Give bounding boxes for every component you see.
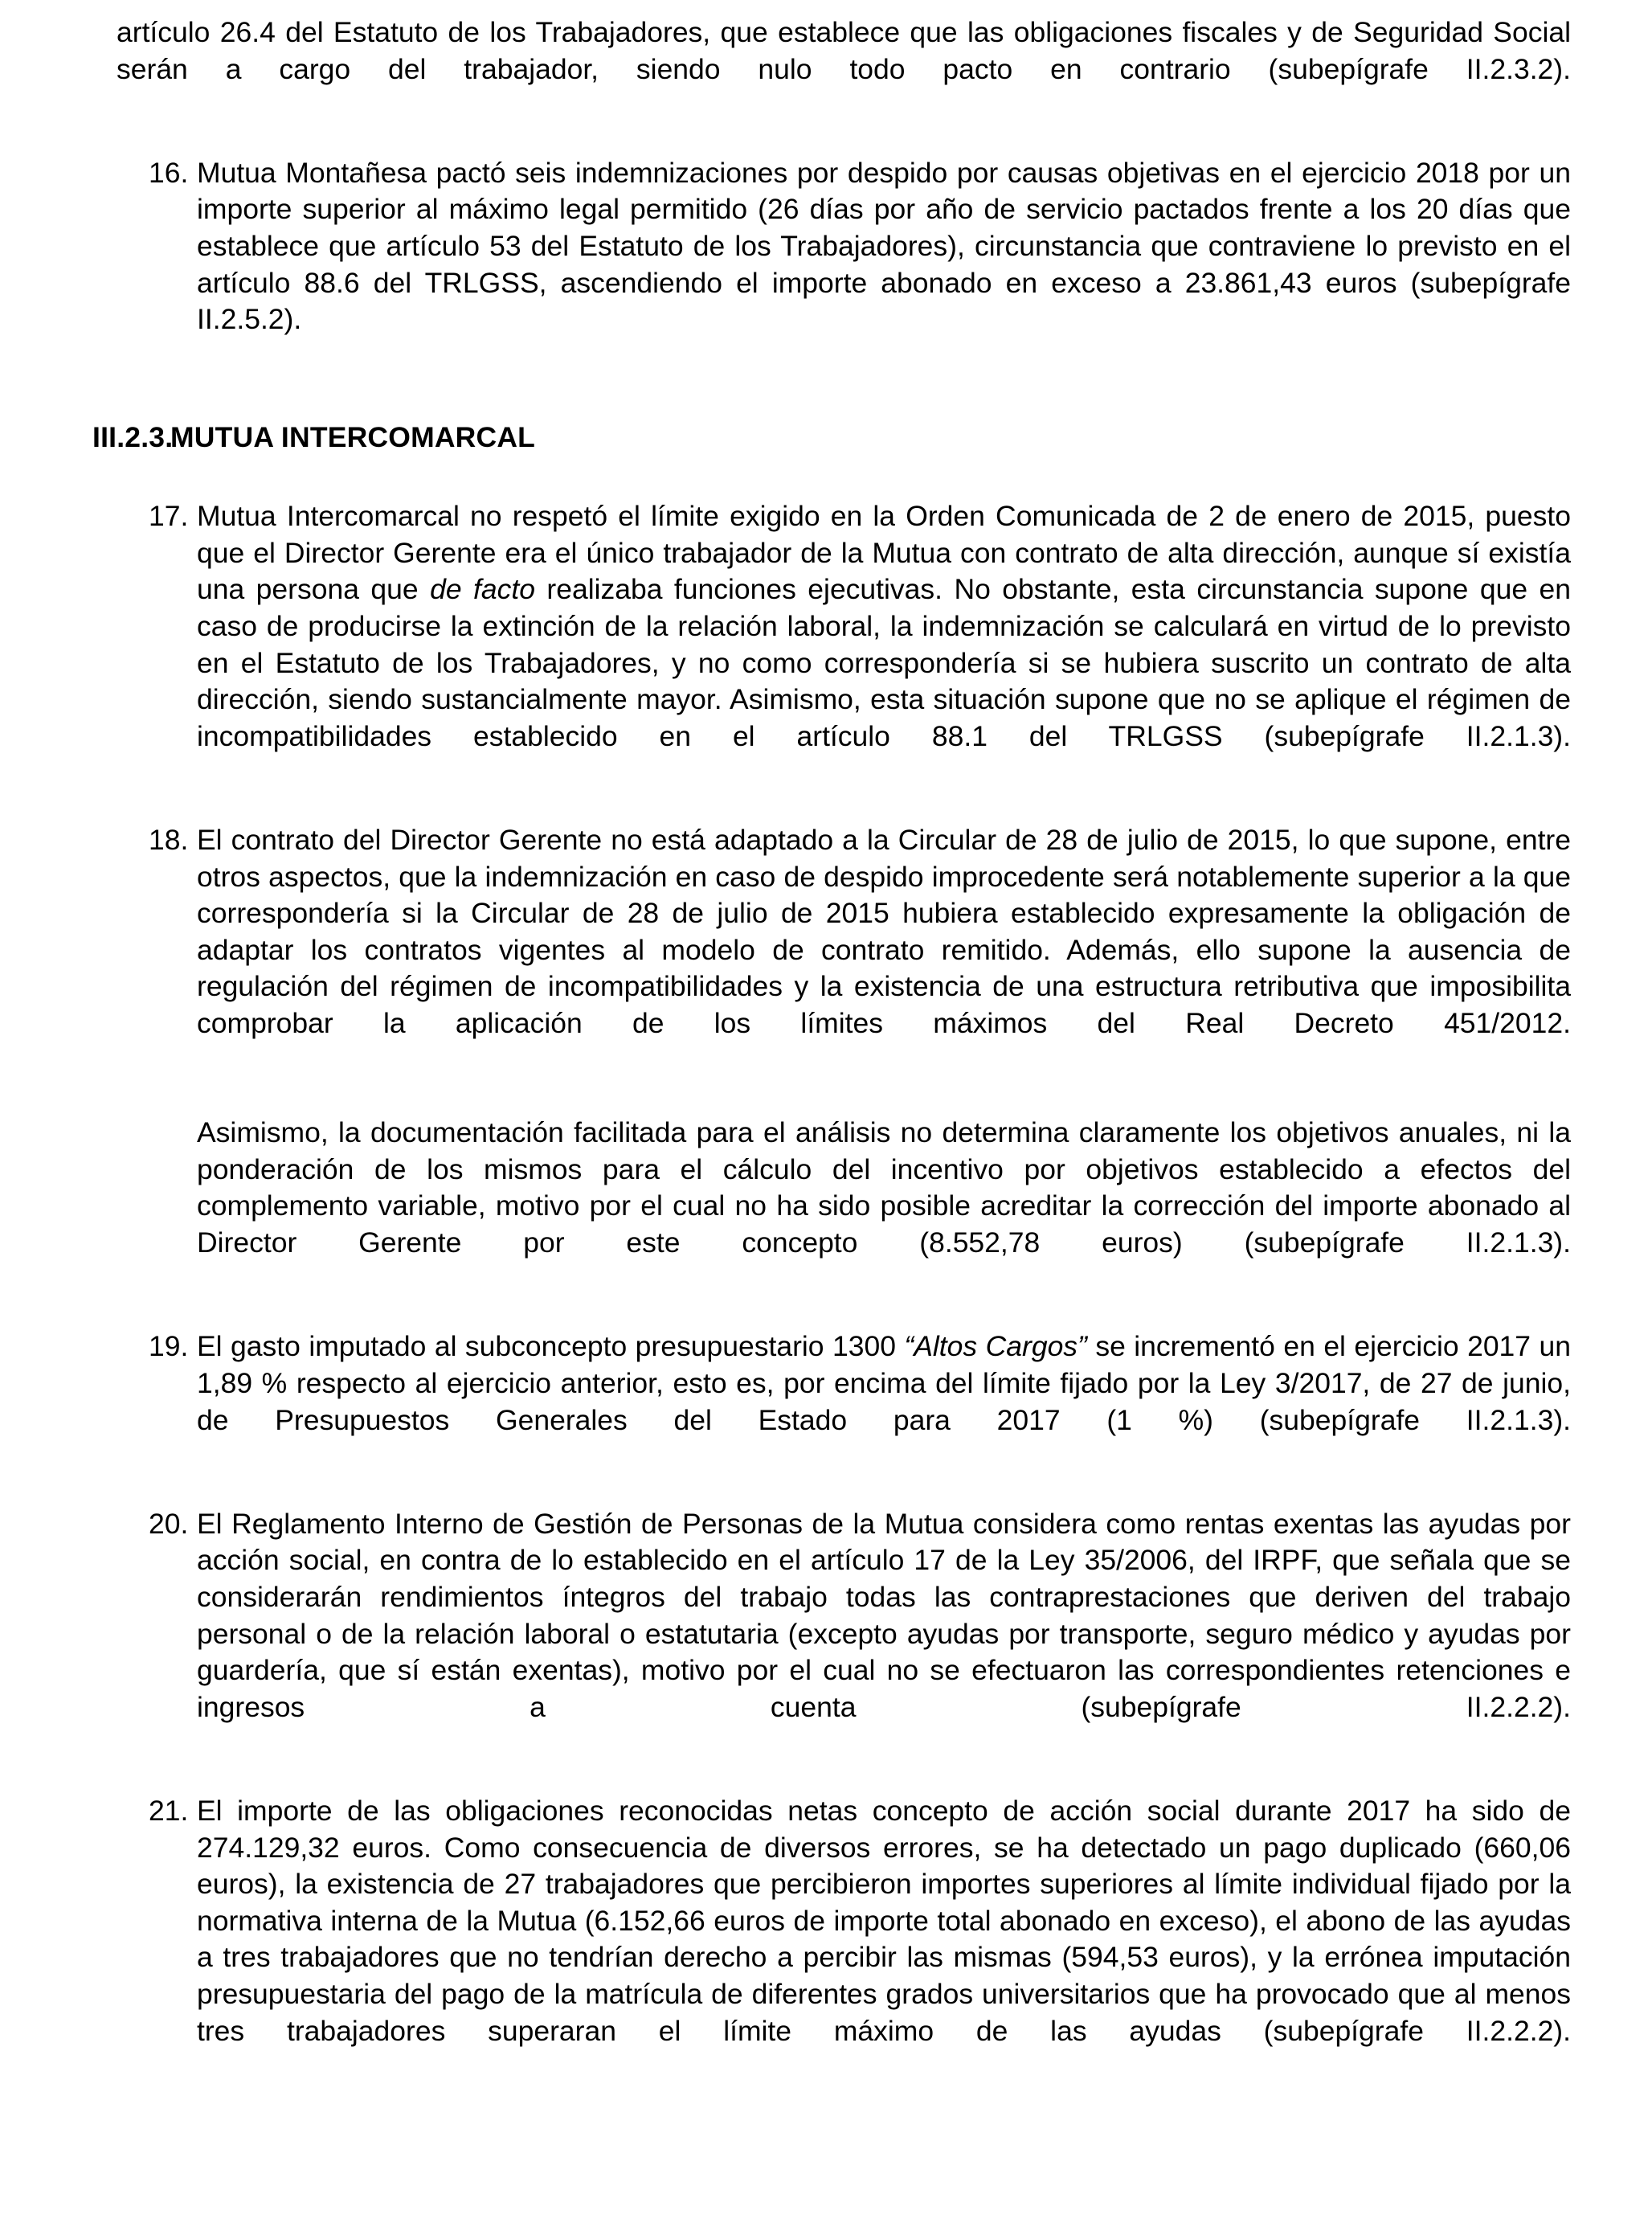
list-item-19 [81, 1328, 1571, 1475]
list-item-18 [81, 822, 1571, 1298]
list-item-19-part-2: se incrementó en el ejercicio 2017 un 1,89 % respecto al ejercicio anterior, esto es, por encima del límite fijado por la Ley 3/2017, de 27 de junio, de Presupuestos Generales del Estado para 2017 (1 %) (subepígrafe II.2.1.3). [197, 1330, 1571, 1436]
numbered-list-top [81, 155, 1571, 375]
numbered-list-main [81, 498, 1571, 2086]
list-item-16 [81, 155, 1571, 375]
list-item-21-marker: 21. [149, 1794, 189, 1827]
list-item-19-marker: 19. [149, 1330, 189, 1363]
section-title: MUTUA INTERCOMARCAL [170, 421, 536, 454]
list-item-20-marker: 20. [149, 1507, 189, 1540]
list-item-19-part-1: El gasto imputado al subconcepto presupuestario 1300 [197, 1330, 905, 1363]
list-item-19-italic-altos-cargos: “Altos Cargos” [904, 1330, 1087, 1363]
section-number: III.2.3. [92, 421, 174, 454]
page-content [81, 14, 1571, 2086]
list-item-18-paragraph-2: Asimismo, la documentación facilitada para el análisis no determina claramente los objetivos anuales, ni la ponderación de los mismos para el cálculo del incentivo por objetivos establecido a efectos del complemento variable, motivo por el cual no ha sido posible acreditar la corrección del importe abonado al Director Gerente por este concepto (8.552,78 euros) (subepígrafe II.2.1.3). [197, 1116, 1571, 1259]
list-item-17 [81, 498, 1571, 792]
list-item-21-text: El importe de las obligaciones reconocidas netas concepto de acción social durante 2017 ha sido de 274.129,32 euros. Como consecuencia de diversos errores, se ha detectado un pago duplicado (660,06 euros), la existencia de 27 trabajadores que percibieron importes superiores al límite individual fijado por la normativa interna de la Mutua (6.152,66 euros de importe total abonado en exceso), el abono de las ayudas a tres trabajadores que no tendrían derecho a percibir las mismas (594,53 euros), y la errónea imputación presupuestaria del pago de la matrícula de diferentes grados universitarios que ha provocado que al menos tres trabajadores superaran el límite máximo de las ayudas (subepígrafe II.2.2.2). [197, 1794, 1571, 2047]
list-item-18-paragraph-1: El contrato del Director Gerente no está adaptado a la Circular de 28 de julio de 2015, lo que supone, entre otros aspectos, que la indemnización en caso de despido improcedente será notablemente superior a la que correspondería si la Circular de 28 de julio de 2015 hubiera establecido expresamente la obligación de adaptar los contratos vigentes al modelo de contrato remitido. Además, ello supone la ausencia de regulación del régimen de incompatibilidades y la existencia de una estructura retributiva que imposibilita comprobar la aplicación de los límites máximos del Real Decreto 451/2012. [197, 823, 1571, 1040]
list-item-21 [81, 1793, 1571, 2086]
list-item-17-part-2: realizaba funciones ejecutivas. No obstante, esta circunstancia supone que en caso de producirse la extinción de la relación laboral, la indemnización se calculará en virtud de lo previsto en el Estatuto de los Trabajadores, y no como correspondería si se hubiera suscrito un contrato de alta dirección, siendo sustancialmente mayor. Asimismo, esta situación supone que no se aplique el régimen de incompatibilidades establecido en el artículo 88.1 del TRLGSS (subepígrafe II.2.1.3). [197, 573, 1571, 752]
list-item-17-marker: 17. [149, 500, 189, 533]
list-item-18-marker: 18. [149, 823, 189, 856]
list-item-16-text: Mutua Montañesa pactó seis indemnizaciones por despido por causas objetivas en el ejercicio 2018 por un importe superior al máximo legal permitido (26 días por año de servicio pactados frente a los 20 días que establece que artículo 53 del Estatuto de los Trabajadores), circunstancia que contraviene lo previsto en el artículo 88.6 del TRLGSS, ascendiendo el importe abonado en exceso a 23.861,43 euros (subepígrafe II.2.5.2). [197, 156, 1571, 336]
list-item-17-part-1: Mutua Intercomarcal no respetó el límite exigido en la Orden Comunicada de 2 de enero de 2015, puesto que el Director Gerente era el único trabajador de la Mutua con contrato de alta dirección, aunque sí existía una persona que [197, 500, 1571, 606]
list-item-20 [81, 1506, 1571, 1762]
continuation-paragraph: artículo 26.4 del Estatuto de los Trabajadores, que establece que las obligaciones fiscales y de Seguridad Social serán a cargo del trabajador, siendo nulo todo pacto en contrario (subepígrafe II.2.3.2). [117, 16, 1571, 85]
section-heading-III-2-3 [81, 420, 1571, 456]
list-item-16-marker: 16. [149, 156, 189, 189]
list-item-20-text: El Reglamento Interno de Gestión de Personas de la Mutua considera como rentas exentas las ayudas por acción social, en contra de lo establecido en el artículo 17 de la Ley 35/2006, del IRPF, que señala que se considerarán rendimientos íntegros del trabajo todas las contraprestaciones que deriven del trabajo personal o de la relación laboral o estatutaria (excepto ayudas por transporte, seguro médico y ayudas por guardería, que sí están exentas), motivo por el cual no se efectuaron las correspondientes retenciones e ingresos a cuenta (subepígrafe II.2.2.2). [197, 1507, 1571, 1723]
list-item-19-text [197, 1328, 1571, 1475]
list-item-17-italic-de-facto: de facto [430, 573, 535, 606]
list-item-17-text [197, 498, 1571, 792]
